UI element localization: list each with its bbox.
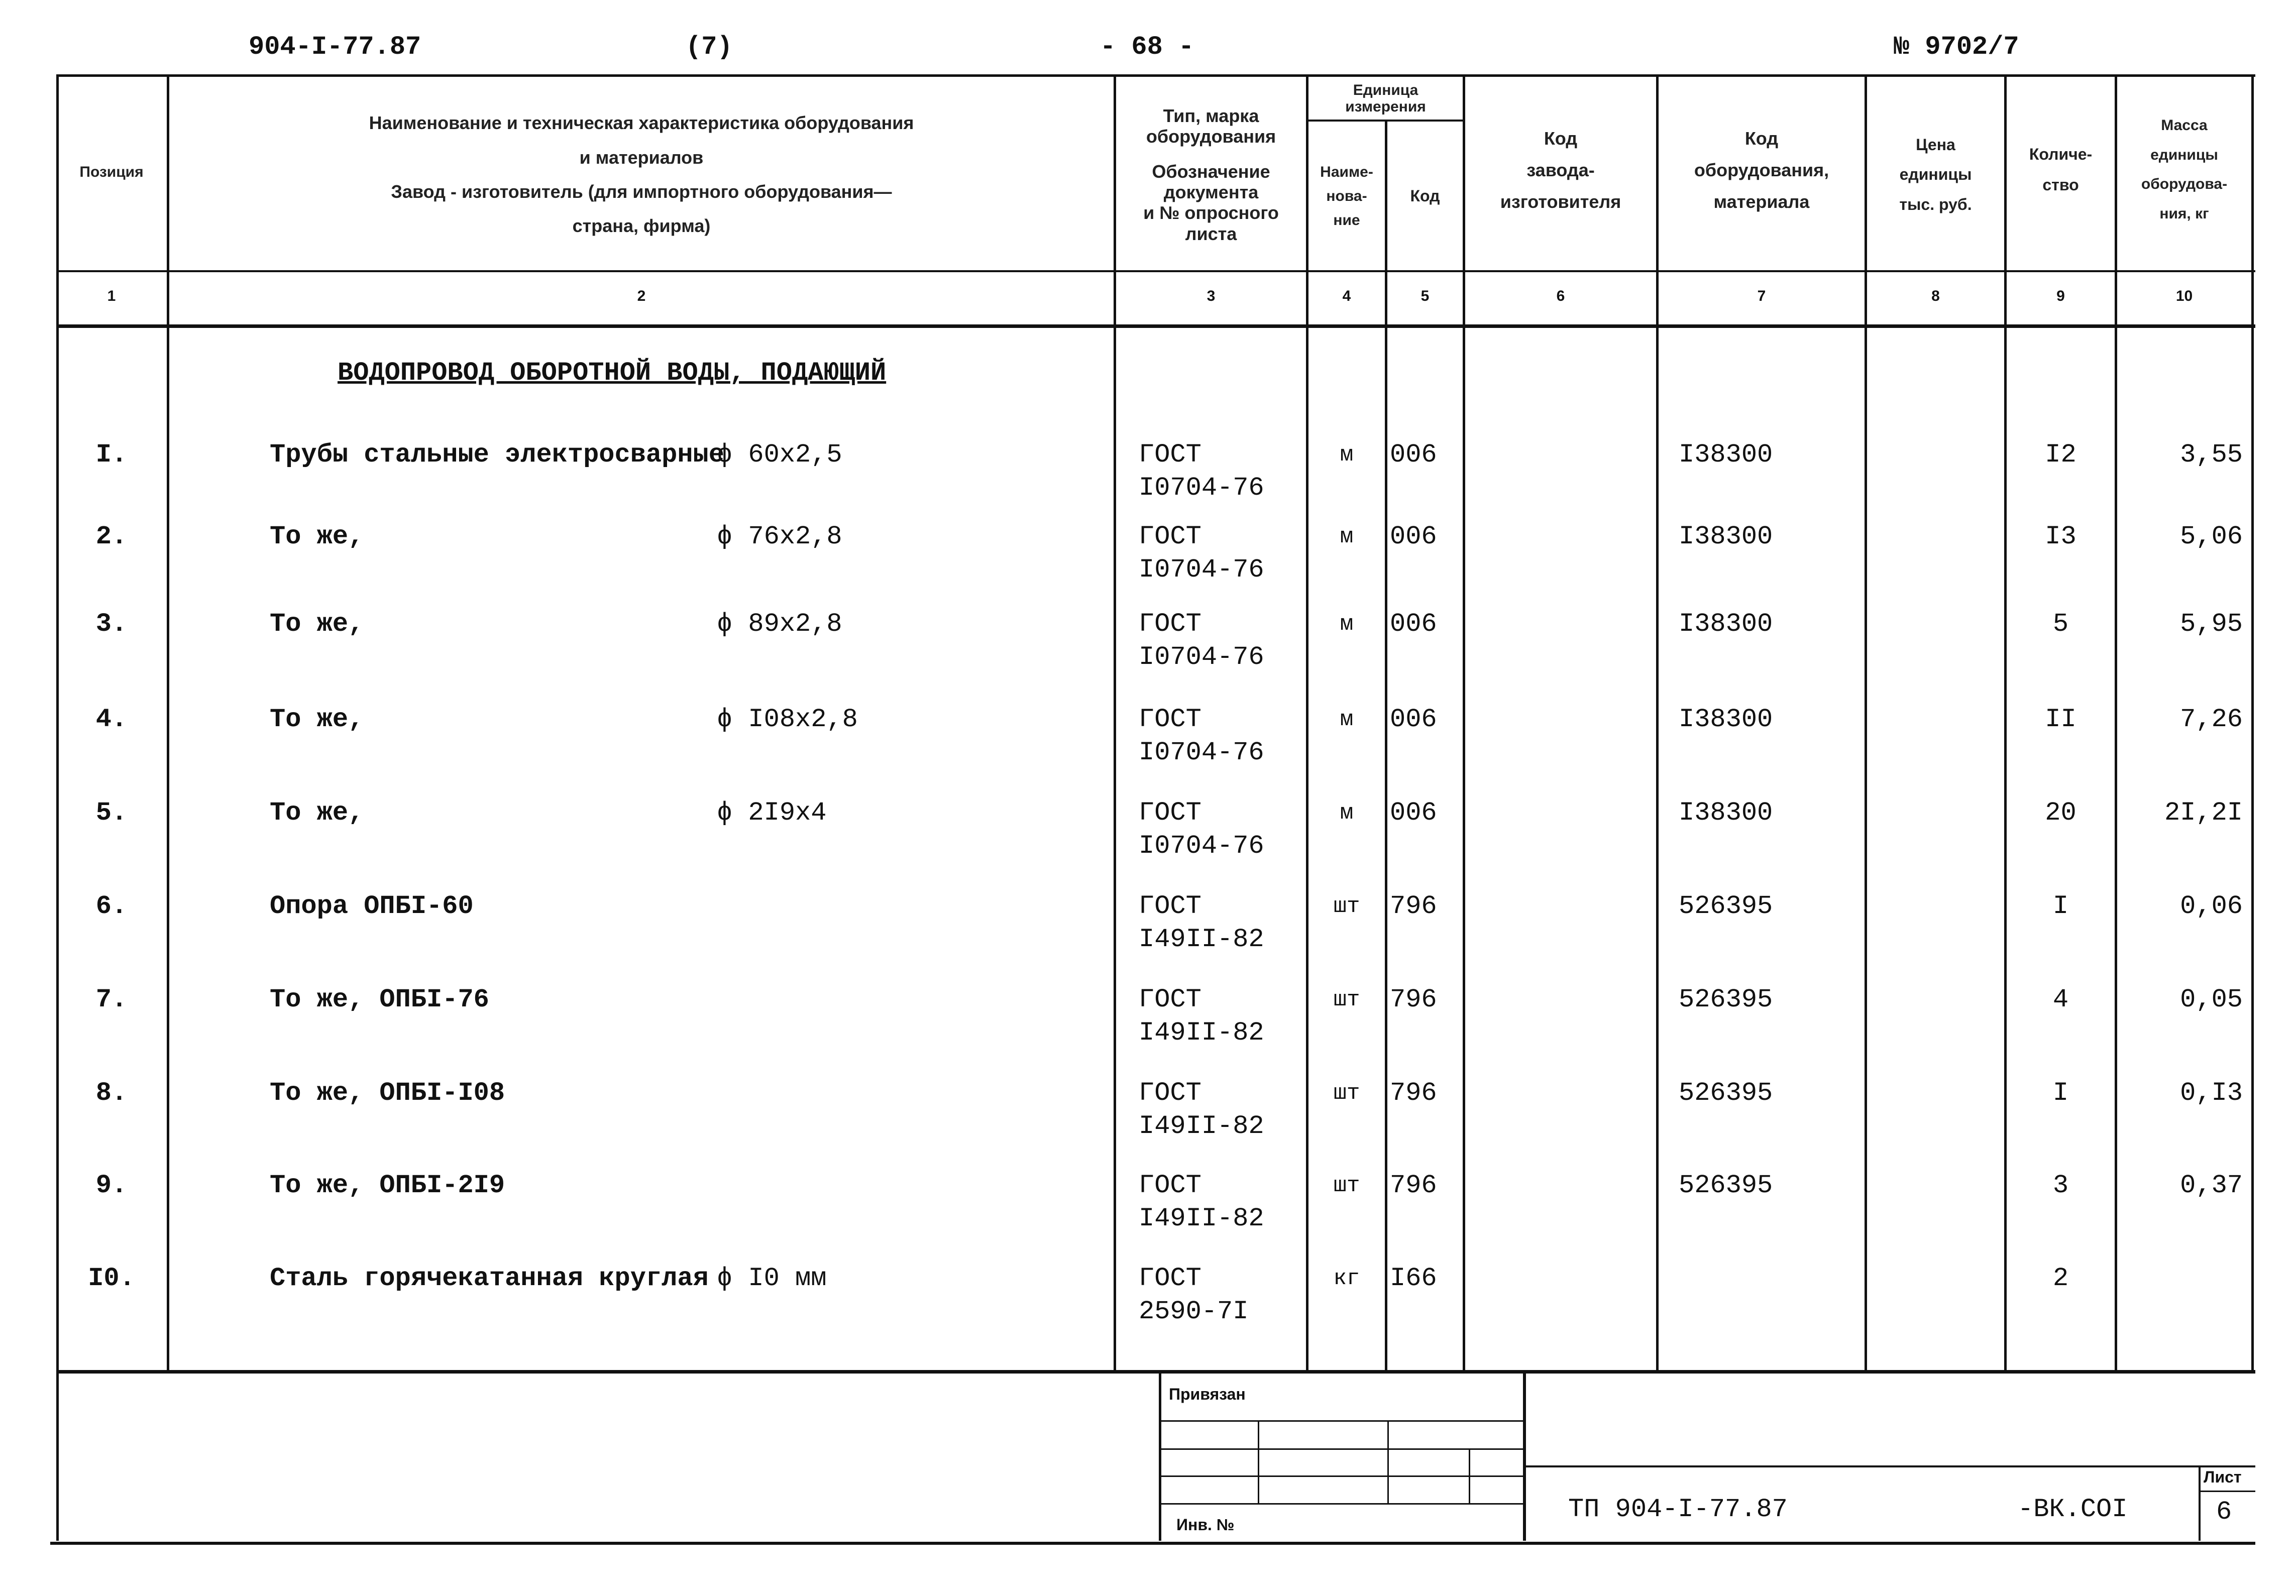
row-mass: 2I,2I: [2164, 798, 2243, 828]
table-top-border: [56, 74, 2255, 77]
row-mass: 0,06: [2180, 891, 2243, 921]
row-quantity: I: [2052, 891, 2069, 921]
row-position: 2.: [95, 522, 128, 551]
row-doc-line1: ГОСТ: [1139, 609, 1201, 639]
colnum-2: 2: [637, 288, 646, 304]
colnum-4: 4: [1342, 288, 1351, 304]
sheet-number: 6: [2216, 1497, 2232, 1527]
row-unit: м: [1340, 801, 1354, 826]
colnum-6: 6: [1556, 288, 1565, 304]
row-unit: м: [1340, 524, 1354, 549]
row-item-code: 526395: [1679, 891, 1773, 921]
row-name: То же,: [270, 798, 364, 828]
row-doc-line1: ГОСТ: [1139, 891, 1201, 921]
col-sep-6: [1656, 74, 1659, 1370]
header-separator: [56, 270, 2255, 272]
stamp-right-border: [1523, 1370, 1526, 1541]
table-right-border: [2251, 74, 2254, 1370]
row-quantity: II: [2045, 705, 2076, 734]
row-mass: 0,05: [2180, 985, 2243, 1014]
row-doc-line1: ГОСТ: [1139, 522, 1201, 551]
row-mass: 0,37: [2180, 1171, 2243, 1200]
row-name: То же,: [270, 609, 364, 639]
row-mass: 0,I3: [2180, 1078, 2243, 1108]
col-sep-5: [1463, 74, 1465, 1370]
row-position: 4.: [95, 705, 128, 734]
row-unit-code: I66: [1390, 1264, 1437, 1293]
row-size: ϕ I0 мм: [717, 1264, 827, 1293]
header-unit-code: Код: [1410, 187, 1440, 205]
row-item-code: 526395: [1679, 1078, 1773, 1108]
row-unit: м: [1340, 612, 1354, 637]
row-item-code: I38300: [1679, 609, 1773, 639]
row-mass: 3,55: [2180, 440, 2243, 470]
row-doc-line1: ГОСТ: [1139, 985, 1201, 1014]
row-unit-code: 006: [1390, 440, 1437, 470]
row-doc-line2: I0704-76: [1139, 738, 1264, 767]
colnum-7: 7: [1757, 288, 1766, 304]
row-doc-line2: I0704-76: [1139, 831, 1264, 861]
header-quantity: Количе- ство: [2029, 145, 2093, 194]
row-unit: шт: [1333, 894, 1360, 919]
row-name: То же, ОПБI-I08: [270, 1078, 505, 1108]
row-unit: м: [1340, 707, 1354, 732]
row-unit-code: 006: [1390, 522, 1437, 551]
row-unit: шт: [1333, 1081, 1360, 1106]
row-size: ϕ 2I9х4: [717, 798, 827, 828]
col-sep-4: [1385, 120, 1387, 1370]
row-item-code: I38300: [1679, 522, 1773, 551]
row-size: ϕ 60х2,5: [717, 440, 842, 470]
row-position: 8.: [95, 1078, 128, 1108]
colnum-5: 5: [1420, 288, 1430, 304]
colnum-3: 3: [1207, 288, 1216, 304]
row-quantity: I3: [2045, 522, 2076, 551]
row-name: То же,: [270, 705, 364, 734]
row-doc-line2: I0704-76: [1139, 473, 1264, 503]
row-position: I.: [95, 440, 128, 470]
row-size: ϕ 76х2,8: [717, 522, 842, 551]
row-doc-line2: I0704-76: [1139, 642, 1264, 672]
header-unit-name: Наиме- нова- ние: [1320, 163, 1373, 229]
row-name: То же,: [270, 522, 364, 551]
section-title: ВОДОПРОВОД ОБОРОТНОЙ ВОДЫ, ПОДАЮЩИЙ: [338, 358, 887, 388]
row-doc-line2: I0704-76: [1139, 555, 1264, 585]
row-position: 5.: [95, 798, 128, 828]
header-unit-price: Цена единицы тыс. руб.: [1899, 136, 1972, 213]
designation-top-line: [1525, 1465, 2255, 1467]
stamp-col-3: [1469, 1448, 1470, 1503]
specification-table: [56, 74, 2255, 1541]
row-size: ϕ I08х2,8: [717, 705, 858, 734]
row-quantity: 3: [2052, 1171, 2069, 1200]
row-doc-line2: I49II-82: [1139, 1204, 1264, 1233]
row-unit: кг: [1333, 1266, 1360, 1291]
header-unit-mass: Масса единицы оборудова- ния, кг: [2141, 117, 2228, 222]
row-doc-line1: ГОСТ: [1139, 1171, 1201, 1200]
row-mass: 5,06: [2180, 522, 2243, 551]
sheet-box-divider: [2199, 1491, 2255, 1492]
row-mass: 5,95: [2180, 609, 2243, 639]
row-doc-line1: ГОСТ: [1139, 1078, 1201, 1108]
header-manufacturer-code: Код завода- изготовителя: [1500, 128, 1621, 212]
colnum-10: 10: [2175, 288, 2193, 304]
stamp-col-1: [1258, 1422, 1259, 1503]
row-position: 7.: [95, 985, 128, 1014]
row-doc-line1: ГОСТ: [1139, 705, 1201, 734]
page-bottom-border: [50, 1542, 2255, 1545]
unit-group-line: [1306, 120, 1465, 122]
header-type: Тип, марка оборудования Обозначение документа и № опросного листа: [1143, 105, 1279, 244]
bound-label: Привязан: [1169, 1385, 1246, 1403]
header-page-number: - 68 -: [1100, 32, 1194, 62]
row-quantity: 20: [2045, 798, 2076, 828]
row-unit: м: [1340, 442, 1354, 468]
colnum-8: 8: [1931, 288, 1940, 304]
sheet-label: Лист: [2204, 1468, 2242, 1486]
row-quantity: 2: [2052, 1264, 2069, 1293]
doc-designation: ТП 904-I-77.87: [1568, 1495, 1788, 1524]
header-doc-code: 904-I-77.87: [249, 32, 421, 62]
row-quantity: I2: [2045, 440, 2076, 470]
header-item-code: Код оборудования, материала: [1694, 128, 1829, 212]
row-item-code: 526395: [1679, 985, 1773, 1014]
row-item-code: 526395: [1679, 1171, 1773, 1200]
row-mass: 7,26: [2180, 705, 2243, 734]
row-quantity: 4: [2052, 985, 2069, 1014]
stamp-col-2: [1387, 1422, 1389, 1503]
col-sep-2: [1114, 74, 1116, 1370]
colnum-separator: [56, 324, 2255, 328]
row-unit-code: 006: [1390, 609, 1437, 639]
row-unit-code: 796: [1390, 1078, 1437, 1108]
row-unit-code: 796: [1390, 891, 1437, 921]
row-doc-line2: I49II-82: [1139, 1111, 1264, 1141]
stamp-left-border: [1159, 1370, 1161, 1541]
header-section: (7): [686, 32, 733, 62]
row-doc-line1: ГОСТ: [1139, 440, 1201, 470]
header-position: Позиция: [79, 164, 144, 181]
row-size: ϕ 89х2,8: [717, 609, 842, 639]
col-sep-1: [167, 74, 169, 1370]
row-quantity: 5: [2052, 609, 2069, 639]
inventory-label: Инв. №: [1176, 1516, 1235, 1534]
doc-suffix: -ВК.СОI: [2018, 1495, 2128, 1524]
row-unit: шт: [1333, 1173, 1360, 1198]
row-unit-code: 796: [1390, 1171, 1437, 1200]
colnum-1: 1: [107, 288, 116, 304]
header-unit-group: Единица измерения: [1345, 82, 1426, 115]
row-name: Опора ОПБI-60: [270, 891, 474, 921]
col-sep-7: [1865, 74, 1867, 1370]
row-unit-code: 006: [1390, 798, 1437, 828]
stamp-line-4: [1161, 1503, 1523, 1505]
row-name: То же, ОПБI-76: [270, 985, 489, 1014]
row-name: То же, ОПБI-2I9: [270, 1171, 505, 1200]
row-item-code: I38300: [1679, 798, 1773, 828]
header-archive-number: № 9702/7: [1894, 32, 2019, 62]
stamp-line-1: [1161, 1420, 1523, 1422]
row-position: I0.: [88, 1264, 135, 1293]
row-name: Трубы стальные электросварные: [270, 440, 724, 470]
row-doc-line2: I49II-82: [1139, 925, 1264, 954]
header-name: Наименование и техническая характеристика оборудования и материалов Завод - изготовитель (для импортного оборудования— страна, фирма): [369, 112, 914, 237]
row-doc-line2: I49II-82: [1139, 1018, 1264, 1048]
colnum-9: 9: [2056, 288, 2065, 304]
row-position: 9.: [95, 1171, 128, 1200]
row-position: 6.: [95, 891, 128, 921]
row-name: Сталь горячекатанная круглая: [270, 1264, 709, 1293]
row-item-code: I38300: [1679, 705, 1773, 734]
row-position: 3.: [95, 609, 128, 639]
row-unit: шт: [1333, 987, 1360, 1012]
body-bottom-border: [56, 1370, 2255, 1374]
row-unit-code: 006: [1390, 705, 1437, 734]
sheet-box-left: [2199, 1465, 2201, 1541]
row-quantity: I: [2052, 1078, 2069, 1108]
row-doc-line1: ГОСТ: [1139, 798, 1201, 828]
row-unit-code: 796: [1390, 985, 1437, 1014]
row-item-code: I38300: [1679, 440, 1773, 470]
row-doc-line1: ГОСТ: [1139, 1264, 1201, 1293]
row-doc-line2: 2590-7I: [1139, 1297, 1249, 1326]
